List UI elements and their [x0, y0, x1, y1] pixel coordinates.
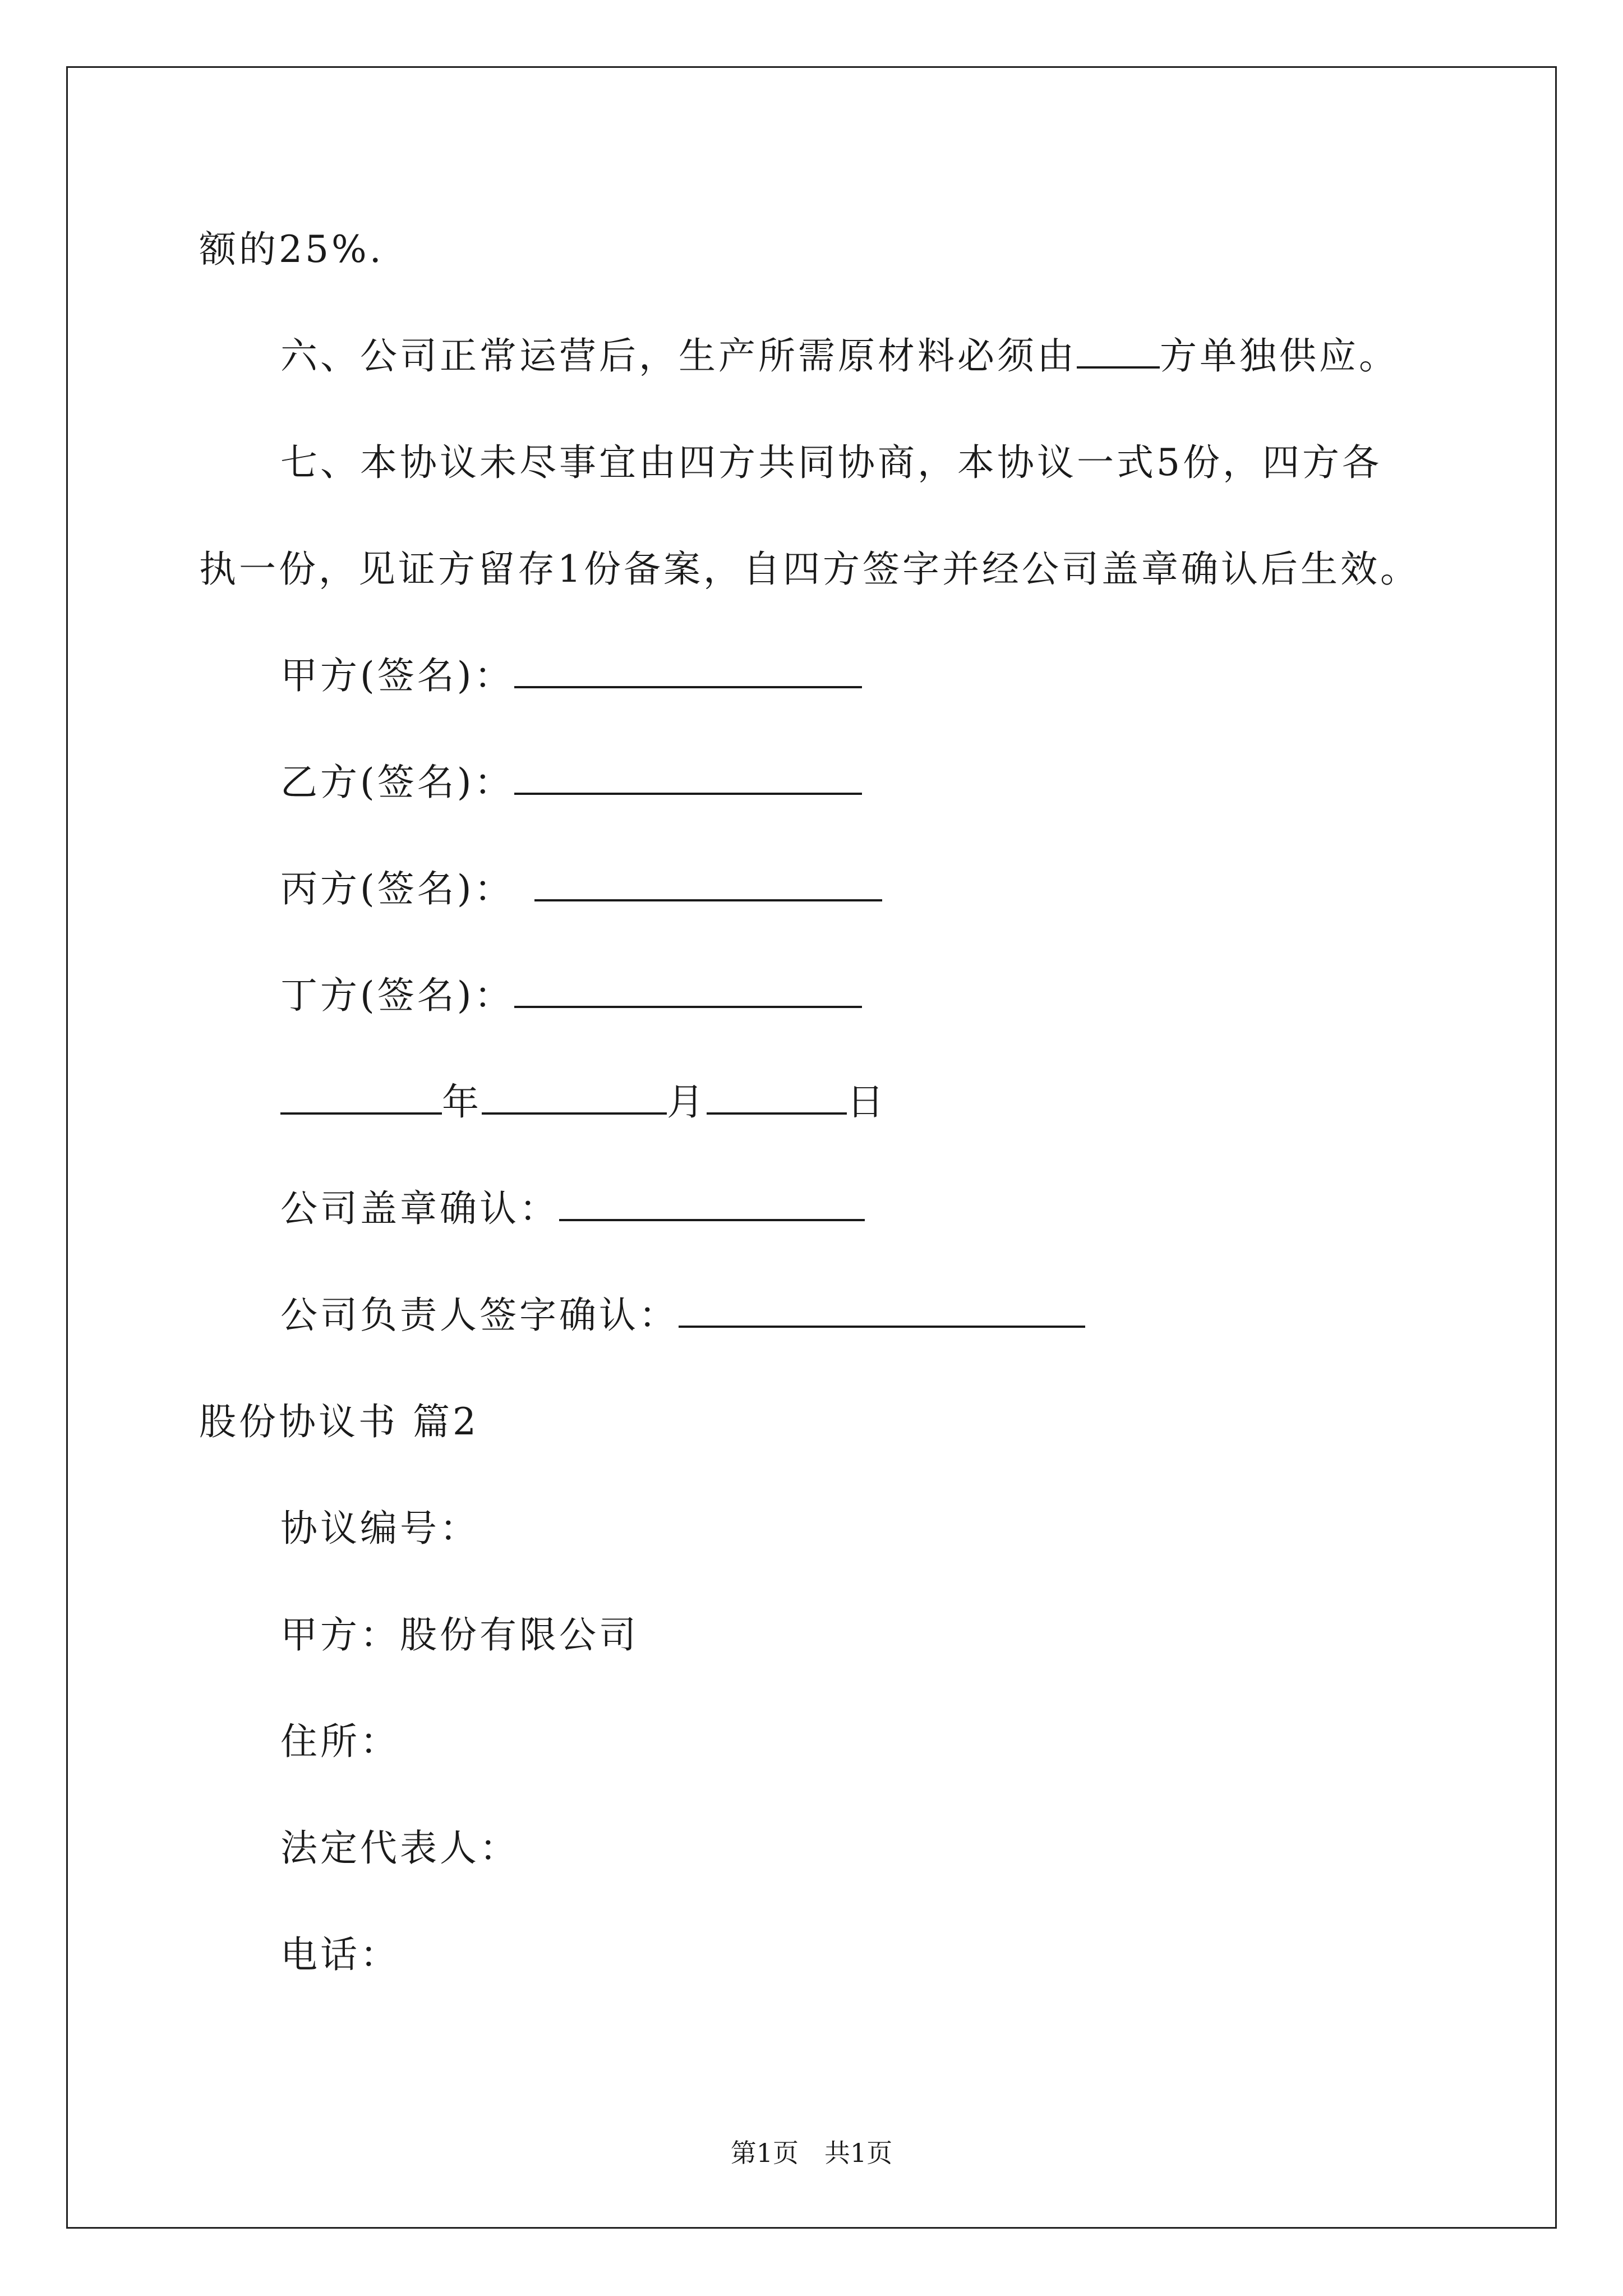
party-a-company: 甲方：股份有限公司: [280, 1613, 639, 1657]
paragraph-line: 额的25%.: [199, 228, 384, 271]
company-head-line: [280, 1293, 1085, 1338]
signature-label: 甲方(签名)：: [280, 654, 514, 697]
month-blank[interactable]: [482, 1080, 667, 1115]
clause-seven-cont: 执一份，见证方留存1份备案，自四方签字并经公司盖章确认后生效。: [199, 547, 1420, 591]
signature-blank[interactable]: [514, 654, 862, 688]
signature-party-c: [280, 867, 882, 912]
month-label: 月: [667, 1080, 707, 1124]
page-footer: 第1页 共1页: [730, 2138, 893, 2168]
company-seal-line: [280, 1186, 865, 1231]
signature-label: 丙方(签名)：: [280, 867, 514, 910]
signature-party-d: [280, 973, 862, 1018]
agreement-number: 协议编号：: [280, 1507, 479, 1550]
signature-blank[interactable]: [534, 867, 882, 901]
supplier-blank[interactable]: [1077, 334, 1160, 369]
company-head-label: 公司负责人签字确认：: [280, 1294, 679, 1337]
page-border: [66, 66, 1557, 2229]
clause-six: [280, 334, 1399, 379]
signature-label: 丁方(签名)：: [280, 974, 514, 1017]
company-head-blank[interactable]: [679, 1293, 1085, 1328]
company-seal-label: 公司盖章确认：: [280, 1187, 559, 1230]
legal-representative-field: 法定代表人：: [280, 1826, 519, 1870]
clause-seven: 七、本协议未尽事宜由四方共同协商，本协议一式5份，四方各: [280, 441, 1382, 484]
signature-party-b: [280, 760, 862, 805]
address-field: 住所：: [280, 1720, 400, 1763]
date-line: [280, 1080, 887, 1125]
company-seal-blank[interactable]: [559, 1186, 865, 1221]
signature-blank[interactable]: [514, 973, 862, 1008]
clause-six-tail: 方单独供应。: [1160, 334, 1399, 378]
day-label: 日: [847, 1080, 887, 1124]
clause-six-text: 六、公司正常运营后，生产所需原材料必须由: [280, 334, 1077, 378]
signature-party-a: [280, 654, 862, 698]
year-blank[interactable]: [280, 1080, 442, 1115]
signature-blank[interactable]: [514, 760, 862, 795]
day-blank[interactable]: [707, 1080, 847, 1115]
signature-label: 乙方(签名)：: [280, 761, 514, 804]
phone-field: 电话：: [280, 1933, 400, 1976]
section-title: 股份协议书 篇2: [199, 1400, 479, 1443]
year-label: 年: [442, 1080, 482, 1124]
